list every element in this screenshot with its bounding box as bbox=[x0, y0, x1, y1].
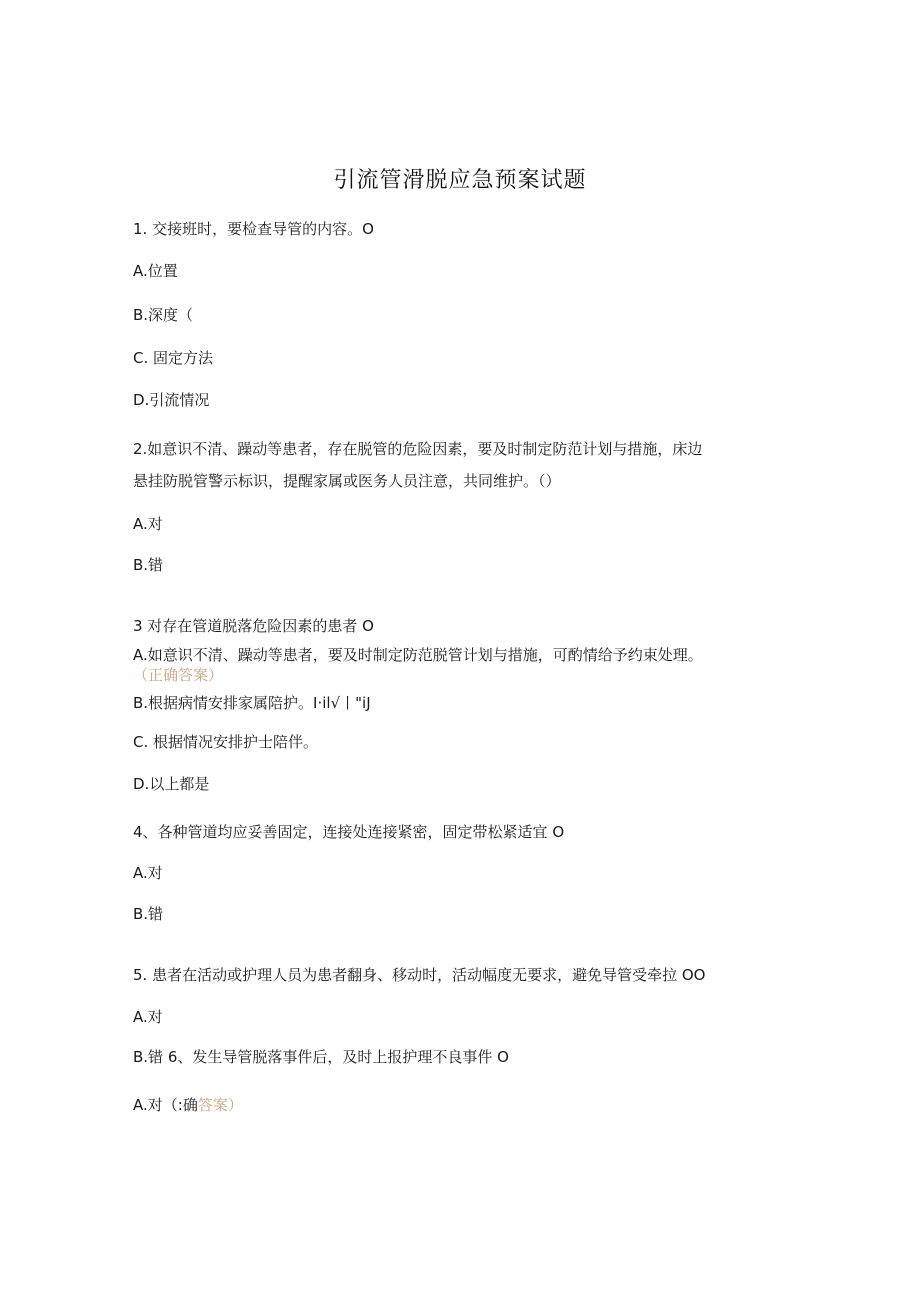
page-title: 引流管滑脱应急预案试题 bbox=[333, 168, 587, 193]
q3-option-c: C. 根据情况安排护士陪伴。 bbox=[133, 733, 319, 751]
q6-correct-answer-mark: 答案） bbox=[197, 1096, 243, 1114]
q1-option-c: C. 固定方法 bbox=[133, 349, 214, 367]
q1-option-d: D.引流情况 bbox=[133, 391, 210, 409]
q2-option-a: A.对 bbox=[133, 515, 163, 533]
q3-correct-answer-mark: （正确答案） bbox=[133, 666, 224, 684]
q5-question: 5. 患者在活动或护理人员为患者翻身、移动时，活动幅度无要求，避免导管受牵拉 OO bbox=[133, 966, 706, 984]
q6-option-a-text: A.对（:确 bbox=[133, 1096, 198, 1114]
q2-question-line-1: 2.如意识不清、躁动等患者，存在脱管的危险因素，要及时制定防范计划与措施，床边 bbox=[133, 440, 703, 458]
q3-option-d: D.以上都是 bbox=[133, 775, 210, 793]
q3-option-a: A.如意识不清、躁动等患者，要及时制定防范脱管计划与措施，可酌情给予约束处理。 bbox=[133, 646, 703, 664]
q2-option-b: B.错 bbox=[133, 556, 164, 574]
q5-option-a: A.对 bbox=[133, 1008, 163, 1026]
q3-option-b: B.根据病情安排家属陪护。I·il√丨"iJ bbox=[133, 694, 371, 712]
q4-option-b: B.错 bbox=[133, 905, 164, 923]
q1-option-b: B.深度（ bbox=[133, 306, 194, 324]
q4-question: 4、各种管道均应妥善固定，连接处连接紧密，固定带松紧适宜 O bbox=[133, 823, 565, 841]
q4-option-a: A.对 bbox=[133, 864, 163, 882]
q3-question: 3 对存在管道脱落危险因素的患者 O bbox=[133, 617, 374, 635]
q2-question-line-2: 悬挂防脱管警示标识，提醒家属或医务人员注意，共同维护。（） bbox=[133, 472, 561, 490]
q6-option-a bbox=[133, 1095, 243, 1115]
q1-question: 1. 交接班时，要检查导管的内容。O bbox=[133, 220, 374, 238]
q5-option-b-and-q6-question: B.错 6、发生导管脱落事件后，及时上报护理不良事件 O bbox=[133, 1048, 509, 1066]
q1-option-a: A.位置 bbox=[133, 262, 178, 280]
